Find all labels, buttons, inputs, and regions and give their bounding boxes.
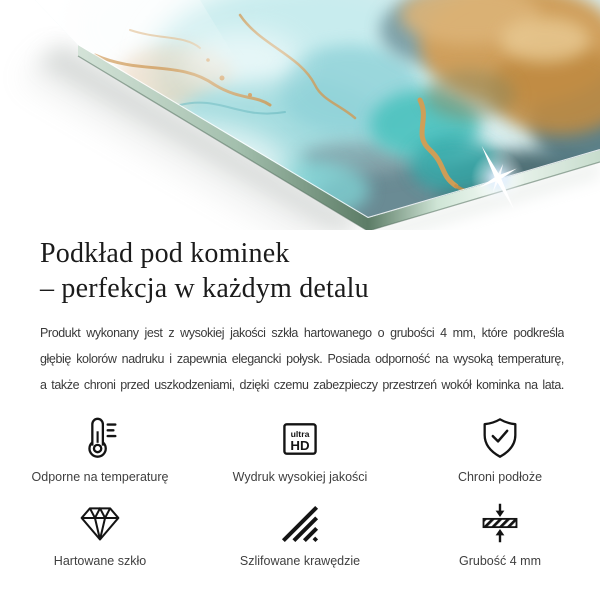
- description-line: głębię kolorów nadruku i zapewnia elegancki połysk. Posiada odporność na wysoką temperaturę,: [40, 352, 564, 366]
- title-line-2: – perfekcja w każdym detalu: [40, 273, 369, 304]
- feature-thickness: [400, 497, 600, 569]
- ultra-hd-icon: [278, 413, 322, 461]
- feature-label: Wydruk wysokiej jakości: [232, 470, 368, 484]
- thickness-icon: [478, 497, 522, 545]
- diamond-icon: [78, 497, 122, 545]
- feature-label: Grubość 4 mm: [459, 554, 541, 568]
- feature-label: Chroni podłoże: [457, 470, 543, 484]
- product-description: [40, 320, 564, 398]
- thermometer-icon: [77, 413, 123, 461]
- glass-panel-scene: [0, 0, 600, 230]
- polished-edges-icon: [279, 497, 321, 545]
- svg-text:HD: HD: [290, 438, 310, 453]
- feature-polished-edges: [200, 497, 400, 569]
- product-photo: [0, 0, 600, 230]
- feature-label: Hartowane szkło: [53, 554, 147, 568]
- svg-text:ultra: ultra: [290, 429, 310, 440]
- feature-temperature-resistant: [0, 413, 200, 485]
- description-line: a także chroni przed uszkodzeniami, dzięki czemu zabezpieczy przestrzeń wokół kominka na lata.: [40, 378, 564, 392]
- feature-grid: [0, 413, 600, 569]
- shield-check-icon: [477, 413, 523, 461]
- feature-label: Szlifowane krawędzie: [239, 554, 361, 568]
- product-copy-section: [0, 236, 600, 398]
- feature-tempered-glass: [0, 497, 200, 569]
- feature-label: Odporne na temperaturę: [31, 470, 169, 484]
- feature-protects-floor: [400, 413, 600, 485]
- description-line: Produkt wykonany jest z wysokiej jakości szkła hartowanego o grubości 4 mm, które podkreśla: [40, 326, 564, 340]
- title-line-1: Podkład pod kominek: [40, 238, 290, 269]
- page-title: [40, 236, 562, 306]
- feature-print-quality: [200, 413, 400, 485]
